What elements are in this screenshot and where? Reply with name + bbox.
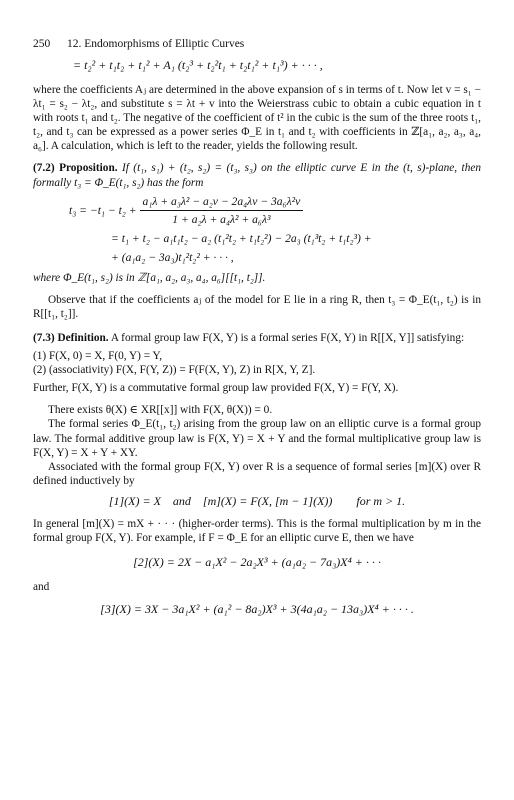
equation-two-x: [2](X) = 2X − a₁X² − 2a₂X³ + (a₁a₂ − 7a₃)X⁴ + · · · bbox=[133, 555, 381, 570]
page-number: 250 bbox=[33, 38, 51, 50]
proposition-text: If (t₁, s₁) + (t₂, s₂) = (t₃, s₃) on the elliptic curve E in the (t, s)-plane, then formally t₃ = Φ_E(t₁, s₂) has the form bbox=[33, 162, 481, 189]
where-phi-text: where Φ_E(t₁, s₂) is in ℤ[a₁, a₂, a₃, a₄, a₆][[t₁, t₂]]. bbox=[33, 271, 266, 284]
equation-three-x: [3](X) = 3X − 3a₁X² + (a₁² − 8a₂)X³ + 3(4a₁a₂ − 13a₃)X⁴ + · · · . bbox=[100, 602, 414, 617]
paragraph-multiplication: In general [m](X) = mX + · · · (higher-order terms). This is the formal multiplication by m in the formal group F(X, Y). For example, if F = Φ_E for an elliptic curve E, then we have bbox=[33, 517, 481, 544]
equation-t3-line3: + (a₁a₂ − 3a₃)t₁²t₂² + · · · , bbox=[111, 250, 234, 264]
running-title: 12. Endomorphisms of Elliptic Curves bbox=[67, 38, 245, 50]
equation-top: = t₂² + t₁t₂ + t₁² + A₁ (t₂³ + t₂²t₁ + t₂t₁² + t₁³) + · · · , bbox=[73, 58, 323, 72]
proposition-7-2 bbox=[33, 161, 481, 189]
book-page bbox=[33, 38, 481, 617]
paragraph-associated: Associated with the formal group F(X, Y) over R is a sequence of formal series [m](X) over R defined inductively by bbox=[33, 460, 481, 487]
paragraph-observe: Observe that if the coefficients aⱼ of the model for E lie in a ring R, then t₃ = Φ_E(t₁, t₂) is in R[[t₁, t₂]]. bbox=[33, 293, 481, 320]
equation-t3-lhs: t₃ = −t₁ − t₂ + bbox=[69, 203, 137, 217]
definition-item-1: (1) F(X, 0) = X, F(0, Y) = Y, bbox=[33, 350, 163, 363]
paragraph-coefficients: where the coefficients Aⱼ are determined in the above expansion of s in terms of t. Now let v = s₁ − λt₁ = s₂ − λt₂, and substitute s = λt + v into the Weierstrass cubic to obtain a cubic equation in t with roots t₁ and t₂. The negative of the coefficient of t² in the cubic is the sum of the three roots t₁, t₂, and t₃ can be expressed as a power series Φ_E in t₁ and t₂ with coefficients in ℤ[a₁, a₂, a₃, a₄, a₆]. A calculation, which is left to the reader, yields the following result. bbox=[33, 84, 481, 153]
definition-further: Further, F(X, Y) is a commutative formal group law provided F(X, Y) = F(Y, X). bbox=[33, 382, 399, 395]
proposition-label: (7.2) Proposition. bbox=[33, 162, 118, 175]
running-header bbox=[33, 38, 481, 54]
definition-label: (7.3) Definition. bbox=[33, 331, 109, 344]
equation-inductive: [1](X) = X and [m](X) = F(X, [m − 1](X)) for m > 1. bbox=[108, 493, 406, 508]
definition-item-2: (2) (associativity) F(X, F(Y, Z)) = F(F(X, Y), Z) in R[X, Y, Z]. bbox=[33, 364, 316, 377]
paragraph-formal-series: The formal series Φ_E(t₁, t₂) arising from the group law on an elliptic curve is a formal group law. The formal additive group law is F(X, Y) = X + Y and the formal multiplicative group law is F(X, Y) = X + Y + XY. bbox=[33, 418, 481, 459]
equation-t3 bbox=[33, 194, 481, 227]
definition-7-3 bbox=[33, 331, 481, 345]
fraction-denominator: 1 + a₂λ + a₄λ² + a₆λ³ bbox=[172, 212, 271, 226]
definition-text: A formal group law F(X, Y) is a formal series F(X, Y) in R[[X, Y]] satisfying: bbox=[110, 331, 465, 344]
and-word: and bbox=[33, 581, 50, 594]
paragraph-inverse: There exists θ(X) ∈ XR[[x]] with F(X, θ(X)) = 0. bbox=[48, 404, 273, 417]
equation-t3-fraction bbox=[140, 194, 304, 227]
equation-t3-line2: = t₁ + t₂ − a₁t₁t₂ − a₂ (t₁²t₂ + t₁t₂²) − 2a₃ (t₁³t₂ + t₁t₂³) + bbox=[111, 231, 372, 245]
fraction-numerator: a₁λ + a₃λ² − a₂v − 2a₄λv − 3a₆λ²v bbox=[140, 194, 304, 211]
